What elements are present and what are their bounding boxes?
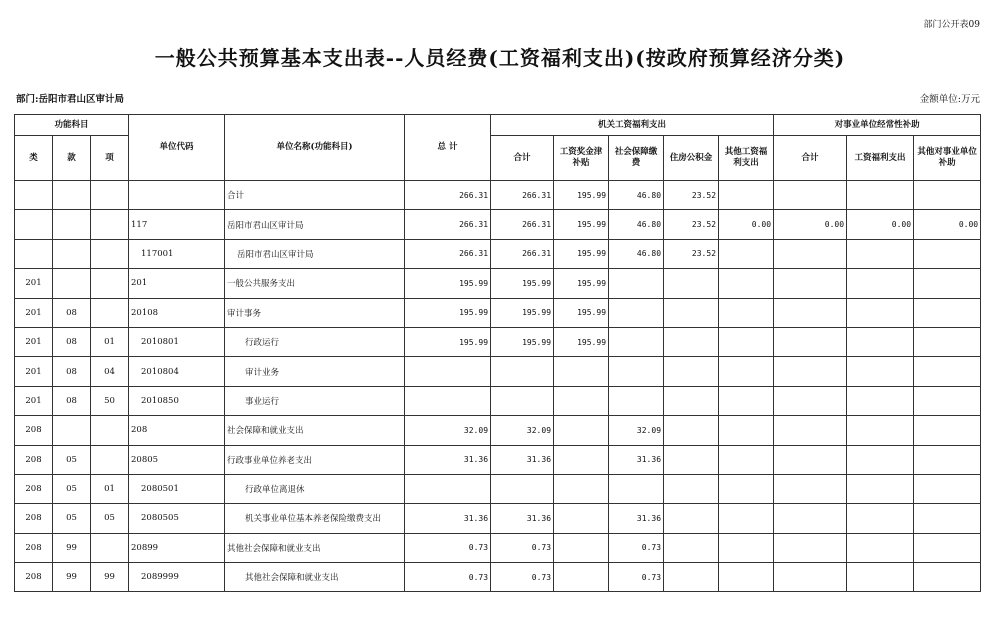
budget-table [14, 114, 981, 592]
cell-xiang: 01 [91, 327, 129, 356]
cell-kuan [53, 239, 91, 268]
cell-org-sum: 195.99 [491, 298, 554, 327]
cell-org-sum: 195.99 [491, 269, 554, 298]
cell-xiang [91, 210, 129, 239]
page-title: 一般公共预算基本支出表--人员经费(工资福利支出)(按政府预算经济分类) [154, 46, 846, 70]
cell-org-wage: 195.99 [554, 269, 609, 298]
cell-org-wage [554, 357, 609, 386]
cell-org-housing [664, 563, 719, 592]
cell-org-housing: 23.52 [664, 210, 719, 239]
cell-org-social: 46.80 [609, 239, 664, 268]
cell-sub-sum [774, 504, 847, 533]
table-row [15, 269, 981, 298]
cell-sub-wage [847, 327, 914, 356]
cell-org-social: 31.36 [609, 504, 664, 533]
cell-sub-wage [847, 386, 914, 415]
cell-sub-wage [847, 357, 914, 386]
cell-kuan: 08 [53, 327, 91, 356]
cell-org-other [719, 357, 774, 386]
cell-unit-code: 117001 [129, 239, 225, 268]
cell-xiang: 05 [91, 504, 129, 533]
cell-unit-name: 机关事业单位基本养老保险缴费支出 [225, 504, 405, 533]
cell-kuan: 05 [53, 504, 91, 533]
cell-unit-code: 2010804 [129, 357, 225, 386]
cell-org-wage [554, 533, 609, 562]
cell-xiang [91, 416, 129, 445]
cell-sub-other [914, 357, 981, 386]
table-row [15, 239, 981, 268]
cell-org-other [719, 386, 774, 415]
cell-xiang [91, 445, 129, 474]
cell-org-housing [664, 357, 719, 386]
cell-sub-other [914, 504, 981, 533]
header-org-wage: 工资奖金津补贴 [554, 136, 609, 181]
cell-xiang [91, 533, 129, 562]
cell-xiang [91, 181, 129, 210]
cell-sub-other [914, 474, 981, 503]
cell-sub-wage [847, 474, 914, 503]
cell-kuan: 05 [53, 474, 91, 503]
cell-org-wage: 195.99 [554, 210, 609, 239]
cell-total: 266.31 [405, 210, 491, 239]
header-xiang: 项 [91, 136, 129, 181]
cell-org-wage [554, 474, 609, 503]
cell-total: 266.31 [405, 181, 491, 210]
cell-xiang [91, 269, 129, 298]
cell-sub-sum [774, 269, 847, 298]
cell-unit-name: 审计事务 [225, 298, 405, 327]
cell-unit-name: 其他社会保障和就业支出 [225, 533, 405, 562]
cell-unit-code: 117 [129, 210, 225, 239]
cell-unit-code: 2089999 [129, 563, 225, 592]
cell-unit-name: 事业运行 [225, 386, 405, 415]
cell-unit-code: 20805 [129, 445, 225, 474]
cell-lei [15, 210, 53, 239]
cell-unit-code: 20108 [129, 298, 225, 327]
table-row [15, 416, 981, 445]
header-func-subject: 功能科目 [15, 115, 129, 136]
department-label: 部门:岳阳市君山区审计局 [16, 94, 125, 105]
cell-total: 0.73 [405, 533, 491, 562]
cell-org-sum: 31.36 [491, 445, 554, 474]
cell-sub-wage: 0.00 [847, 210, 914, 239]
table-row [15, 533, 981, 562]
cell-total: 31.36 [405, 445, 491, 474]
cell-org-housing: 23.52 [664, 181, 719, 210]
header-group-subsidy: 对事业单位经常性补助 [774, 115, 981, 136]
cell-unit-name: 合计 [225, 181, 405, 210]
cell-org-housing [664, 327, 719, 356]
cell-org-other: 0.00 [719, 210, 774, 239]
header-lei: 类 [15, 136, 53, 181]
cell-unit-name: 岳阳市君山区审计局 [225, 210, 405, 239]
cell-total: 32.09 [405, 416, 491, 445]
cell-unit-code [129, 181, 225, 210]
header-org-sum: 合计 [491, 136, 554, 181]
cell-org-other [719, 416, 774, 445]
cell-sub-wage [847, 504, 914, 533]
cell-sub-wage [847, 269, 914, 298]
cell-org-other [719, 504, 774, 533]
table-row [15, 210, 981, 239]
cell-kuan: 08 [53, 357, 91, 386]
cell-org-housing [664, 416, 719, 445]
amount-unit-label: 金额单位:万元 [919, 94, 980, 105]
cell-sub-sum [774, 239, 847, 268]
cell-org-social [609, 269, 664, 298]
cell-org-social [609, 474, 664, 503]
cell-org-housing [664, 474, 719, 503]
cell-kuan [53, 269, 91, 298]
cell-total: 0.73 [405, 563, 491, 592]
header-kuan: 款 [53, 136, 91, 181]
cell-sub-wage [847, 298, 914, 327]
cell-lei: 208 [15, 445, 53, 474]
cell-xiang [91, 239, 129, 268]
cell-sub-wage [847, 445, 914, 474]
cell-total [405, 357, 491, 386]
cell-org-other [719, 181, 774, 210]
cell-sub-other [914, 533, 981, 562]
cell-sub-other [914, 181, 981, 210]
cell-unit-code: 201 [129, 269, 225, 298]
cell-unit-name: 行政事业单位养老支出 [225, 445, 405, 474]
table-row [15, 474, 981, 503]
cell-sub-sum [774, 327, 847, 356]
cell-sub-sum: 0.00 [774, 210, 847, 239]
cell-unit-name: 一般公共服务支出 [225, 269, 405, 298]
cell-unit-code: 2080501 [129, 474, 225, 503]
cell-sub-other [914, 239, 981, 268]
header-unit-name: 单位名称(功能科目) [225, 115, 405, 181]
cell-org-other [719, 563, 774, 592]
cell-org-social: 46.80 [609, 210, 664, 239]
cell-org-wage [554, 416, 609, 445]
cell-kuan: 99 [53, 563, 91, 592]
cell-sub-sum [774, 563, 847, 592]
cell-xiang: 01 [91, 474, 129, 503]
cell-sub-other [914, 298, 981, 327]
table-row [15, 504, 981, 533]
cell-org-other [719, 474, 774, 503]
header-sub-wage: 工资福利支出 [847, 136, 914, 181]
cell-kuan: 08 [53, 298, 91, 327]
cell-sub-sum [774, 474, 847, 503]
cell-org-wage: 195.99 [554, 327, 609, 356]
cell-lei [15, 181, 53, 210]
cell-xiang: 99 [91, 563, 129, 592]
cell-org-wage: 195.99 [554, 239, 609, 268]
cell-lei: 201 [15, 269, 53, 298]
cell-kuan [53, 181, 91, 210]
cell-org-sum: 195.99 [491, 327, 554, 356]
cell-sub-other: 0.00 [914, 210, 981, 239]
cell-org-housing [664, 269, 719, 298]
cell-org-sum: 266.31 [491, 210, 554, 239]
cell-org-wage: 195.99 [554, 181, 609, 210]
cell-org-sum: 31.36 [491, 504, 554, 533]
cell-sub-sum [774, 357, 847, 386]
cell-org-social [609, 298, 664, 327]
cell-sub-other [914, 445, 981, 474]
cell-org-social: 0.73 [609, 563, 664, 592]
cell-org-sum [491, 357, 554, 386]
cell-total: 195.99 [405, 269, 491, 298]
cell-unit-name: 行政单位离退休 [225, 474, 405, 503]
cell-org-social [609, 386, 664, 415]
cell-unit-code: 2010801 [129, 327, 225, 356]
cell-org-other [719, 445, 774, 474]
cell-org-social: 0.73 [609, 533, 664, 562]
cell-org-housing [664, 504, 719, 533]
table-row [15, 327, 981, 356]
cell-sub-other [914, 269, 981, 298]
cell-sub-wage [847, 181, 914, 210]
cell-org-wage: 195.99 [554, 298, 609, 327]
header-group-org-wage: 机关工资福利支出 [491, 115, 774, 136]
cell-sub-sum [774, 386, 847, 415]
cell-lei: 201 [15, 327, 53, 356]
cell-lei: 201 [15, 357, 53, 386]
cell-org-housing [664, 445, 719, 474]
cell-kuan [53, 210, 91, 239]
cell-org-housing [664, 386, 719, 415]
cell-sub-other [914, 563, 981, 592]
cell-sub-wage [847, 563, 914, 592]
header-org-social: 社会保障缴费 [609, 136, 664, 181]
cell-org-sum: 266.31 [491, 181, 554, 210]
cell-org-sum [491, 386, 554, 415]
form-number: 部门公开表09 [923, 20, 980, 30]
cell-org-social [609, 327, 664, 356]
cell-total: 195.99 [405, 327, 491, 356]
cell-sub-other [914, 416, 981, 445]
cell-unit-code: 2010850 [129, 386, 225, 415]
cell-unit-name: 行政运行 [225, 327, 405, 356]
cell-org-sum [491, 474, 554, 503]
cell-org-social: 31.36 [609, 445, 664, 474]
cell-unit-name: 其他社会保障和就业支出 [225, 563, 405, 592]
cell-unit-name: 社会保障和就业支出 [225, 416, 405, 445]
header-unit-code: 单位代码 [129, 115, 225, 181]
cell-kuan: 99 [53, 533, 91, 562]
header-total: 总 计 [405, 115, 491, 181]
cell-total: 31.36 [405, 504, 491, 533]
cell-org-housing [664, 533, 719, 562]
cell-sub-other [914, 386, 981, 415]
cell-sub-sum [774, 298, 847, 327]
cell-total: 195.99 [405, 298, 491, 327]
cell-lei: 208 [15, 533, 53, 562]
cell-total: 266.31 [405, 239, 491, 268]
cell-sub-sum [774, 445, 847, 474]
cell-total [405, 386, 491, 415]
cell-org-sum: 32.09 [491, 416, 554, 445]
cell-sub-sum [774, 533, 847, 562]
header-org-other: 其他工资福利支出 [719, 136, 774, 181]
cell-total [405, 474, 491, 503]
table-row [15, 445, 981, 474]
cell-org-housing: 23.52 [664, 239, 719, 268]
cell-org-other [719, 269, 774, 298]
header-sub-sum: 合计 [774, 136, 847, 181]
cell-lei: 201 [15, 298, 53, 327]
table-row [15, 563, 981, 592]
cell-lei: 201 [15, 386, 53, 415]
cell-sub-sum [774, 416, 847, 445]
cell-org-wage [554, 563, 609, 592]
cell-xiang [91, 298, 129, 327]
cell-org-other [719, 298, 774, 327]
table-row [15, 386, 981, 415]
cell-org-social: 46.80 [609, 181, 664, 210]
cell-xiang: 04 [91, 357, 129, 386]
cell-unit-code: 2080505 [129, 504, 225, 533]
cell-unit-name: 岳阳市君山区审计局 [225, 239, 405, 268]
cell-org-wage [554, 386, 609, 415]
header-sub-other: 其他对事业单位补助 [914, 136, 981, 181]
cell-org-sum: 266.31 [491, 239, 554, 268]
cell-org-social [609, 357, 664, 386]
header-org-housing: 住房公积金 [664, 136, 719, 181]
cell-org-housing [664, 298, 719, 327]
cell-org-sum: 0.73 [491, 563, 554, 592]
cell-org-wage [554, 445, 609, 474]
cell-sub-wage [847, 416, 914, 445]
cell-sub-sum [774, 181, 847, 210]
cell-lei: 208 [15, 504, 53, 533]
cell-org-wage [554, 504, 609, 533]
cell-lei: 208 [15, 474, 53, 503]
cell-lei [15, 239, 53, 268]
cell-org-other [719, 327, 774, 356]
cell-unit-code: 20899 [129, 533, 225, 562]
table-row [15, 298, 981, 327]
cell-kuan: 05 [53, 445, 91, 474]
cell-org-social: 32.09 [609, 416, 664, 445]
cell-org-sum: 0.73 [491, 533, 554, 562]
table-row [15, 181, 981, 210]
cell-unit-code: 208 [129, 416, 225, 445]
cell-sub-wage [847, 239, 914, 268]
cell-unit-name: 审计业务 [225, 357, 405, 386]
cell-org-other [719, 239, 774, 268]
cell-org-other [719, 533, 774, 562]
cell-kuan [53, 416, 91, 445]
cell-sub-other [914, 327, 981, 356]
cell-xiang: 50 [91, 386, 129, 415]
cell-lei: 208 [15, 563, 53, 592]
table-row [15, 357, 981, 386]
cell-kuan: 08 [53, 386, 91, 415]
cell-sub-wage [847, 533, 914, 562]
cell-lei: 208 [15, 416, 53, 445]
